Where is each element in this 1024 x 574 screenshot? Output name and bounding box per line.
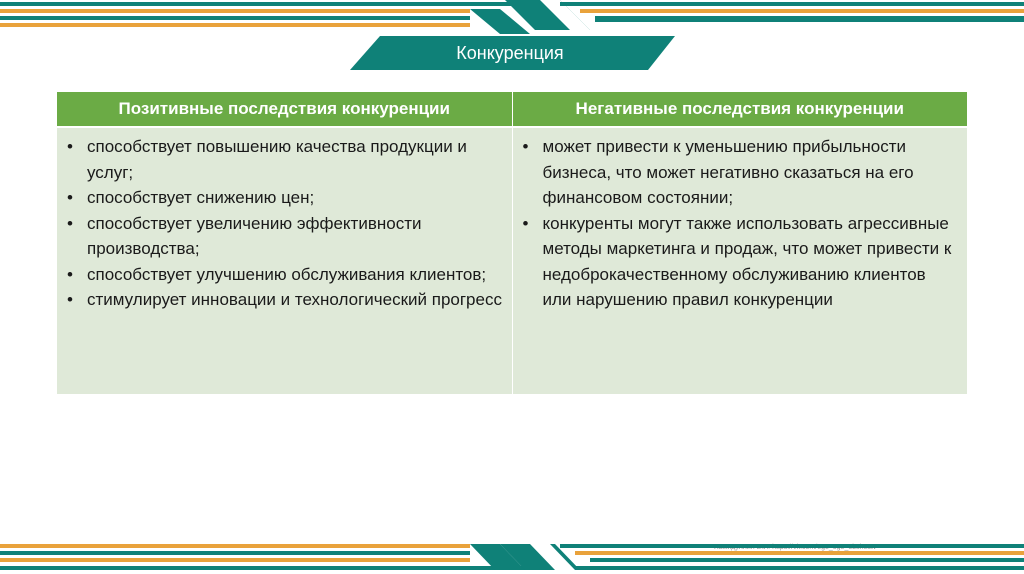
positive-header: Позитивные последствия конкуренции xyxy=(57,92,512,127)
positive-list xyxy=(65,134,504,313)
list-item: • способствует улучшению обслуживания клиентов; xyxy=(87,262,504,288)
list-item: • способствует повышению качества продукции и услуг; xyxy=(87,134,504,185)
comparison-table xyxy=(57,92,967,394)
table-header-row xyxy=(57,92,967,127)
bottom-decorative-stripes xyxy=(0,540,1024,574)
list-item: • стимулирует инновации и технологический прогресс xyxy=(87,287,504,313)
negative-cell xyxy=(512,127,967,394)
list-item: • может привести к уменьшению прибыльности бизнеса, что может негативно сказаться на его финансовом состоянии; xyxy=(543,134,960,211)
slide-title: Конкуренция xyxy=(456,43,564,63)
list-item: • конкуренты могут также использовать агрессивные методы маркетинга и продаж, что может привести к недоброкачественному обслуживанию клиентов или нарушению правил конкуренции xyxy=(543,211,960,313)
positive-cell xyxy=(57,127,512,394)
list-item: • способствует снижению цен; xyxy=(87,185,504,211)
negative-list xyxy=(521,134,960,313)
table-row xyxy=(57,127,967,394)
negative-header: Негативные последствия конкуренции xyxy=(512,92,967,127)
list-item: • способствует увеличению эффективности производства; xyxy=(87,211,504,262)
